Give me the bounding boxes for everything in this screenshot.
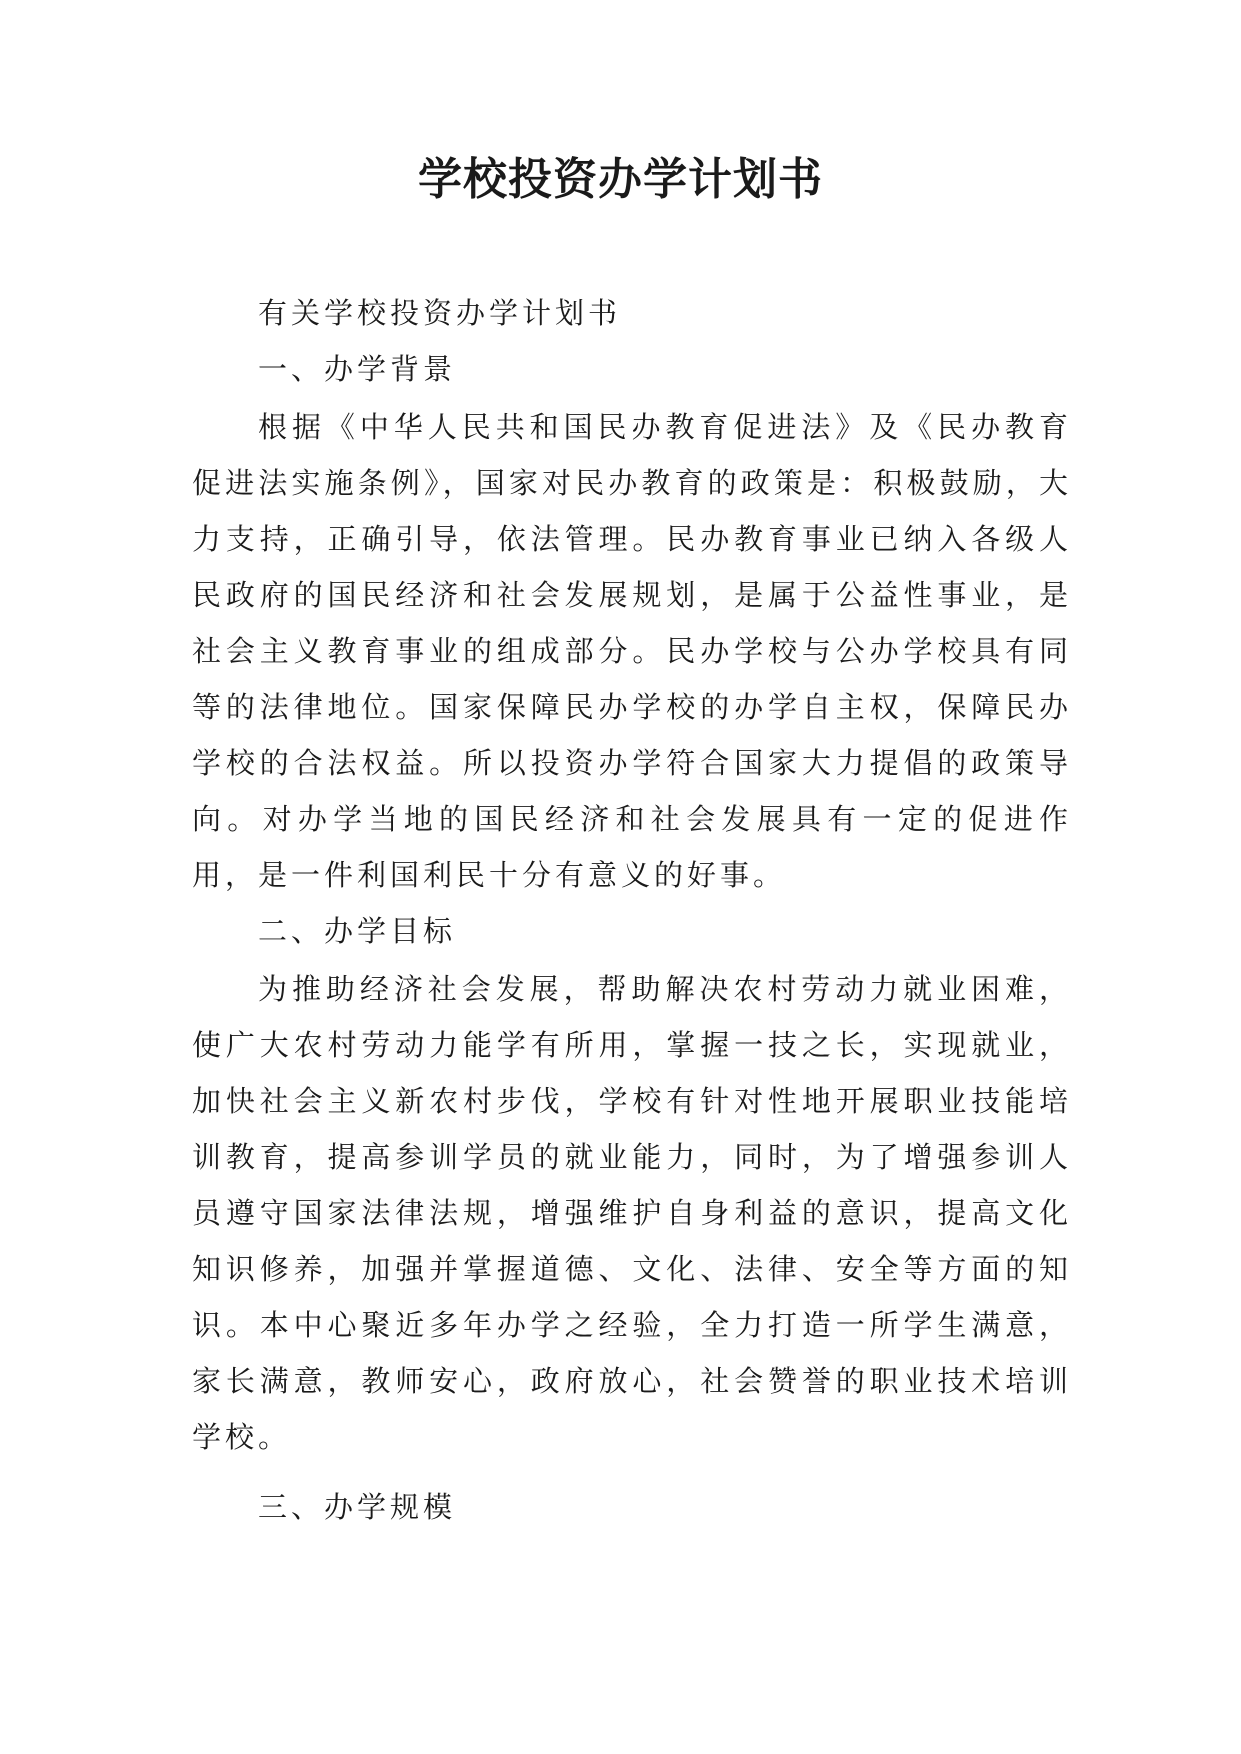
intro-line: 有关学校投资办学计划书 [258,296,622,330]
paragraph-background: 根据《中华人民共和国民办教育促进法》及《民办教育促进法实施条例》，国家对民办教育的政策是：积极鼓励，大力支持，正确引导，依法管理。民办教育事业已纳入各级人民政府的国民经济和社会发展规划，是属于公益性事业，是社会主义教育事业的组成部分。民办学校与公办学校具有同等的法律地位。国家保障民办学校的办学自主权，保障民办学校的合法权益。所以投资办学符合国家大力提倡的政策导向。对办学当地的国民经济和社会发展具有一定的促进作用，是一件利国利民十分有意义的好事。 [192,410,1072,892]
paragraph-goals: 为推助经济社会发展，帮助解决农村劳动力就业困难，使广大农村劳动力能学有所用，掌握一技之长，实现就业，加快社会主义新农村步伐，学校有针对性地开展职业技能培训教育，提高参训学员的就业能力，同时，为了增强参训人员遵守国家法律法规，增强维护自身利益的意识，提高文化知识修养，加强并掌握道德、文化、法律、安全等方面的知识。本中心聚近多年办学之经验，全力打造一所学生满意，家长满意，教师安心，政府放心，社会赞誉的职业技术培训学校。 [192,972,1072,1454]
document-title: 学校投资办学计划书 [418,154,823,205]
section-heading-background: 一、办学背景 [258,352,457,386]
document-body [192,285,1072,1535]
section-heading-goals: 二、办学目标 [258,914,457,948]
section-heading-scale: 三、办学规模 [258,1490,457,1524]
